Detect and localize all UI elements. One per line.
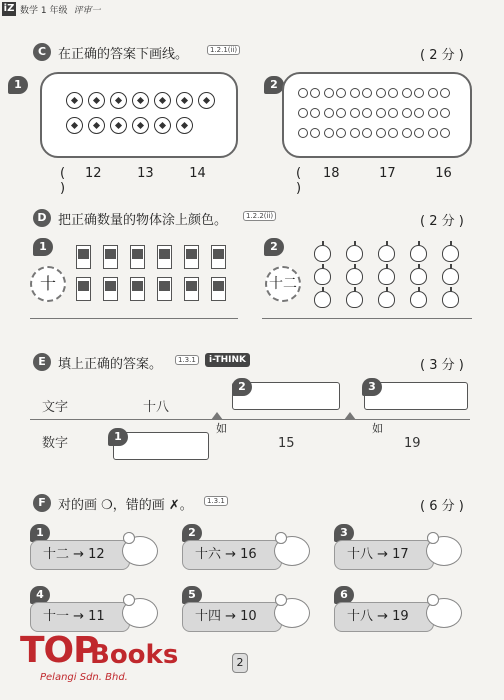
bicycle-icon — [298, 104, 320, 118]
choice[interactable]: 12 — [84, 166, 102, 181]
table-divider — [30, 419, 470, 420]
football-icon — [198, 92, 215, 109]
section-e-title: 填上正确的答案。 — [58, 357, 163, 372]
milk-carton-icon[interactable] — [211, 277, 226, 301]
bicycle-icon — [428, 84, 450, 98]
milk-carton-icon[interactable] — [76, 277, 91, 301]
section-c-title: 在正确的答案下画线。 — [58, 47, 189, 62]
choice[interactable]: 16 — [435, 166, 452, 181]
count-badge: 十二 — [265, 266, 301, 302]
milk-carton-icon[interactable] — [157, 245, 172, 269]
apple-icon[interactable] — [410, 291, 427, 308]
football-icon — [88, 92, 105, 109]
row-label-words: 文字 — [42, 400, 69, 415]
brand-subtitle: Pelangi Sdn. Bhd. — [40, 672, 128, 683]
section-f-score: ( 6 分 ) — [420, 499, 464, 514]
bear-answer-icon[interactable] — [274, 536, 310, 566]
bicycle-icon — [350, 124, 372, 138]
football-icon — [66, 92, 83, 109]
brand-watermark — [20, 630, 99, 671]
apple-icon[interactable] — [378, 291, 395, 308]
bear-answer-icon[interactable] — [274, 598, 310, 628]
statement: 十八 → 19 — [334, 602, 434, 632]
section-e-score: ( 3 分 ) — [420, 358, 464, 373]
bicycle-icon — [324, 104, 346, 118]
football-icon — [88, 117, 105, 134]
arrow-up-icon — [344, 412, 356, 420]
bear-answer-icon[interactable] — [426, 536, 462, 566]
football-icon — [132, 117, 149, 134]
apple-icon[interactable] — [442, 268, 459, 285]
number-value: 15 — [278, 436, 295, 451]
apple-icon[interactable] — [378, 245, 395, 262]
question-number: 2 — [182, 524, 202, 542]
apple-icon[interactable] — [314, 291, 331, 308]
statement: 十六 → 16 — [182, 540, 282, 570]
question-number: 5 — [182, 586, 202, 604]
section-f-title: 对的画 ❍，错的画 ✗。 — [58, 498, 193, 513]
apple-icon[interactable] — [314, 268, 331, 285]
apple-icon[interactable] — [346, 291, 363, 308]
bicycle-icon — [376, 124, 398, 138]
brand-top: TOP — [20, 630, 99, 671]
apple-icon[interactable] — [442, 245, 459, 262]
section-c-score: ( 2 分 ) — [420, 48, 464, 63]
football-icon — [132, 92, 149, 109]
milk-carton-icon[interactable] — [211, 245, 226, 269]
section-letter-f: F — [33, 494, 51, 512]
choice[interactable]: 18 — [322, 166, 340, 181]
divider — [262, 318, 472, 319]
section-d-tag: 1.2.2(ii) — [243, 211, 276, 221]
bicycle-icon — [324, 84, 346, 98]
section-letter-d: D — [33, 209, 51, 227]
question-number: 2 — [264, 238, 284, 256]
question-number: 1 — [108, 428, 128, 446]
question-number: 6 — [334, 586, 354, 604]
milk-carton-icon[interactable] — [103, 277, 118, 301]
question-number: 3 — [362, 378, 382, 396]
bicycle-icon — [298, 124, 320, 138]
section-d-score: ( 2 分 ) — [420, 214, 464, 229]
statement: 十二 → 12 — [30, 540, 130, 570]
section-letter-c: C — [33, 43, 51, 61]
arrow-up-icon — [211, 412, 223, 420]
bicycle-icon — [350, 84, 372, 98]
page-number: 2 — [232, 653, 248, 673]
apple-icon[interactable] — [410, 268, 427, 285]
question-number: 2 — [264, 76, 284, 94]
apple-icon[interactable] — [346, 245, 363, 262]
section-e-tag: 1.3.1 — [175, 355, 199, 365]
choices-c1: ( 12 13 14 ) — [60, 166, 230, 196]
football-frame — [40, 72, 238, 158]
football-icon — [176, 117, 193, 134]
bicycle-icon — [376, 84, 398, 98]
header-text: 数学 1 年级 评审一 — [20, 6, 101, 16]
bicycle-icon — [350, 104, 372, 118]
apple-icon[interactable] — [314, 245, 331, 262]
football-icon — [110, 117, 127, 134]
bicycle-icon — [376, 104, 398, 118]
count-badge: 十 — [30, 266, 66, 302]
example-label: 如 — [216, 422, 227, 435]
statement: 十一 → 11 — [30, 602, 130, 632]
divider — [30, 318, 238, 319]
milk-carton-icon[interactable] — [130, 277, 145, 301]
word-value: 十八 — [143, 400, 170, 415]
choice[interactable]: 13 — [137, 166, 154, 181]
section-f-tag: 1.3.1 — [204, 496, 228, 506]
bicycle-icon — [402, 84, 424, 98]
question-number: 1 — [30, 524, 50, 542]
example-label: 如 — [372, 422, 383, 435]
statement: 十八 → 17 — [334, 540, 434, 570]
ithink-badge: i-THINK — [205, 353, 250, 367]
apple-icon[interactable] — [410, 245, 427, 262]
statement: 十四 → 10 — [182, 602, 282, 632]
question-number: 1 — [33, 238, 53, 256]
football-icon — [66, 117, 83, 134]
apple-icon[interactable] — [346, 268, 363, 285]
football-icon — [154, 117, 171, 134]
bear-answer-icon[interactable] — [426, 598, 462, 628]
number-value: 19 — [404, 436, 421, 451]
question-number: 3 — [334, 524, 354, 542]
brand-books: Books — [90, 640, 179, 670]
bicycle-icon — [402, 104, 424, 118]
milk-carton-icon[interactable] — [184, 245, 199, 269]
bicycle-frame — [282, 72, 472, 158]
question-number: 4 — [30, 586, 50, 604]
choices-c2: ( 18 17 16 ) — [296, 166, 476, 196]
bear-answer-icon[interactable] — [122, 598, 158, 628]
milk-carton-icon[interactable] — [184, 277, 199, 301]
question-number: 1 — [8, 76, 28, 94]
apple-icon[interactable] — [442, 291, 459, 308]
bicycle-icon — [428, 124, 450, 138]
row-label-numbers: 数字 — [42, 436, 69, 451]
bicycle-icon — [324, 124, 346, 138]
publisher-logo: iZ — [3, 3, 15, 14]
bicycle-icon — [402, 124, 424, 138]
football-icon — [110, 92, 127, 109]
bicycle-icon — [298, 84, 320, 98]
football-icon — [154, 92, 171, 109]
milk-carton-icon[interactable] — [103, 245, 118, 269]
question-number: 2 — [232, 378, 252, 396]
apple-icon[interactable] — [378, 268, 395, 285]
milk-grid — [76, 245, 236, 301]
milk-carton-icon[interactable] — [76, 245, 91, 269]
section-c-tag: 1.2.1(ii) — [207, 45, 240, 55]
choice[interactable]: 14 — [189, 166, 206, 181]
bicycle-icon — [428, 104, 450, 118]
bear-answer-icon[interactable] — [122, 536, 158, 566]
apple-grid — [314, 245, 474, 308]
choice[interactable]: 17 — [379, 166, 396, 181]
milk-carton-icon[interactable] — [130, 245, 145, 269]
section-d-title: 把正确数量的物体涂上颜色。 — [58, 213, 228, 228]
football-icon — [176, 92, 193, 109]
section-letter-e: E — [33, 353, 51, 371]
milk-carton-icon[interactable] — [157, 277, 172, 301]
